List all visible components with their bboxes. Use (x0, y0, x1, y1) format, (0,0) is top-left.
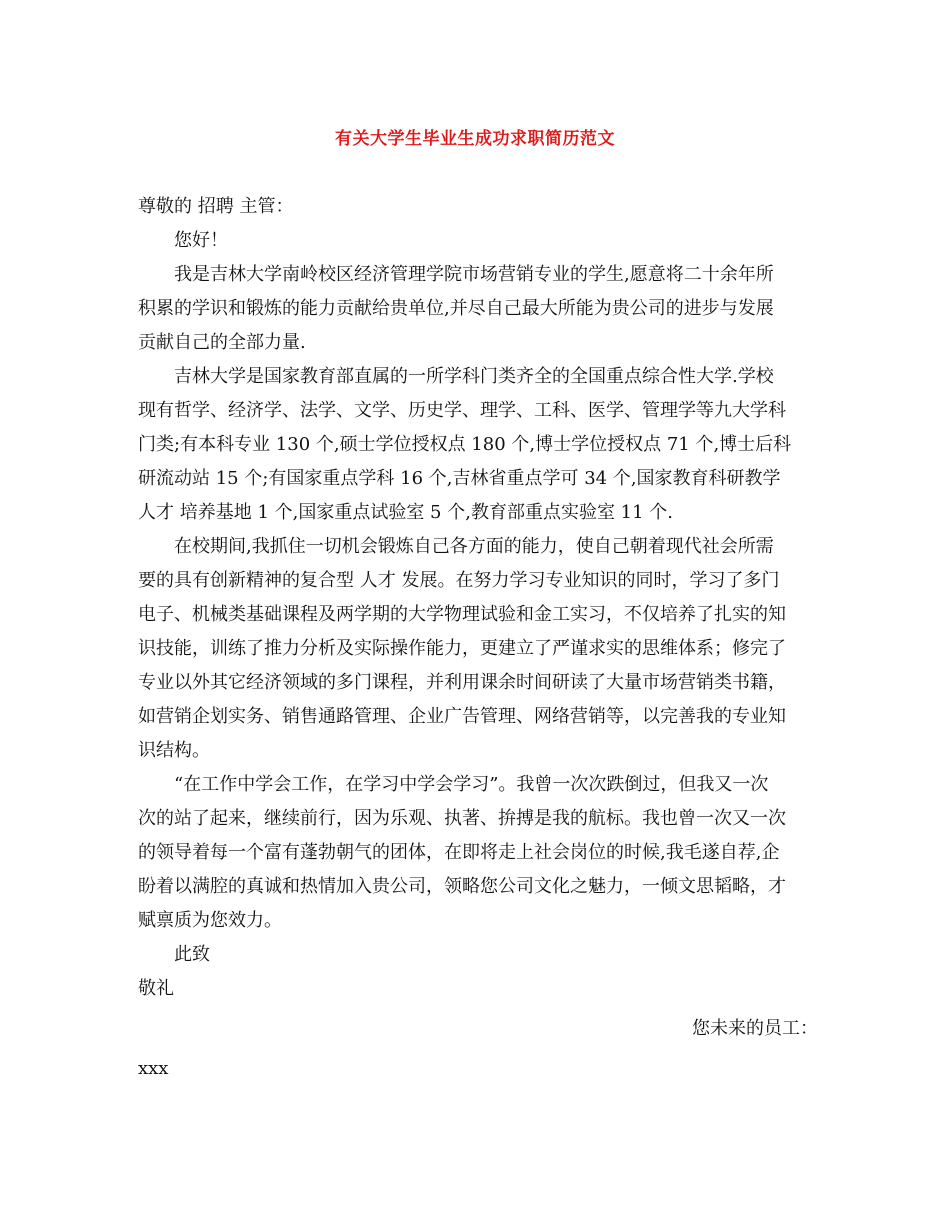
paragraph-1 (138, 258, 818, 360)
paragraph-line: 专业以外其它经济领域的多门课程，并利用课余时间研读了大量市场营销类书籍， (138, 672, 786, 693)
paragraph-line: 电子、机械类基础课程及两学期的大学物理试验和金工实习，不仅培养了扎实的知 (138, 604, 786, 625)
paragraph-4 (138, 768, 818, 938)
paragraph-line: 现有哲学、经济学、法学、文学、历史学、理学、工科、医学、管理学等九大学科 (138, 400, 786, 421)
paragraph-line: 贡献自己的全部力量. (138, 332, 306, 353)
paragraph-line: 积累的学识和锻炼的能力贡献给贵单位,并尽自己最大所能为贵公司的进步与发展 (138, 298, 774, 319)
paragraph-line: 我是吉林大学南岭校区经济管理学院市场营销专业的学生,愿意将二十余年所 (174, 264, 774, 285)
paragraph-line: 识结构。 (138, 740, 210, 761)
paragraph-line: 在校期间,我抓住一切机会锻炼自己各方面的能力，使自己朝着现代社会所需 (174, 536, 774, 557)
paragraph-line: 的领导着每一个富有蓬勃朝气的团体，在即将走上社会岗位的时候,我毛遂自荐,企 (138, 842, 780, 863)
paragraph-line: 研流动站 15 个;有国家重点学科 16 个,吉林省重点学可 34 个,国家教育科研教学 (138, 468, 781, 489)
paragraph-line: “在工作中学会工作，在学习中学会学习”。我曾一次次跌倒过，但我又一次 (174, 774, 769, 795)
paragraph-line: 次的站了起来，继续前行，因为乐观、执著、拚搏是我的航标。我也曾一次又一次 (138, 808, 786, 829)
paragraph-line: 门类;有本科专业 130 个,硕士学位授权点 180 个,博士学位授权点 71 个,博士后科 (138, 434, 792, 455)
sign-off: 您未来的员工： (692, 1018, 818, 1039)
paragraph-line: 吉林大学是国家教育部直属的一所学科门类齐全的全国重点综合性大学.学校 (174, 366, 774, 387)
paragraph-line: 人才 培养基地 1 个,国家重点试验室 5 个,教育部重点实验室 11 个. (138, 502, 674, 523)
paragraph-line: 赋禀质为您效力。 (138, 910, 282, 931)
regards: 敬礼 (138, 978, 174, 999)
paragraph-line: 要的具有创新精神的复合型 人才 发展。在努力学习专业知识的同时，学习了多门 (138, 570, 780, 591)
paragraph-line: 识技能，训练了推力分析及实际操作能力，更建立了严谨求实的思维体系；修完了 (138, 638, 786, 659)
paragraph-line: 盼着以满腔的真诚和热情加入贵公司，领略您公司文化之魅力，一倾文思韬略，才 (138, 876, 786, 897)
paragraph-line: 如营销企划实务、销售通路管理、企业广告管理、网络营销等，以完善我的专业知 (138, 706, 786, 727)
signature: xxx (138, 1058, 169, 1079)
salutation: 尊敬的 招聘 主管： (138, 196, 294, 217)
greeting: 您好！ (174, 230, 228, 251)
paragraph-2 (138, 360, 818, 530)
document-title: 有关大学生毕业生成功求职简历范文 (335, 129, 615, 149)
letter-body (138, 190, 818, 1086)
paragraph-3 (138, 530, 818, 768)
closing: 此致 (174, 944, 210, 965)
